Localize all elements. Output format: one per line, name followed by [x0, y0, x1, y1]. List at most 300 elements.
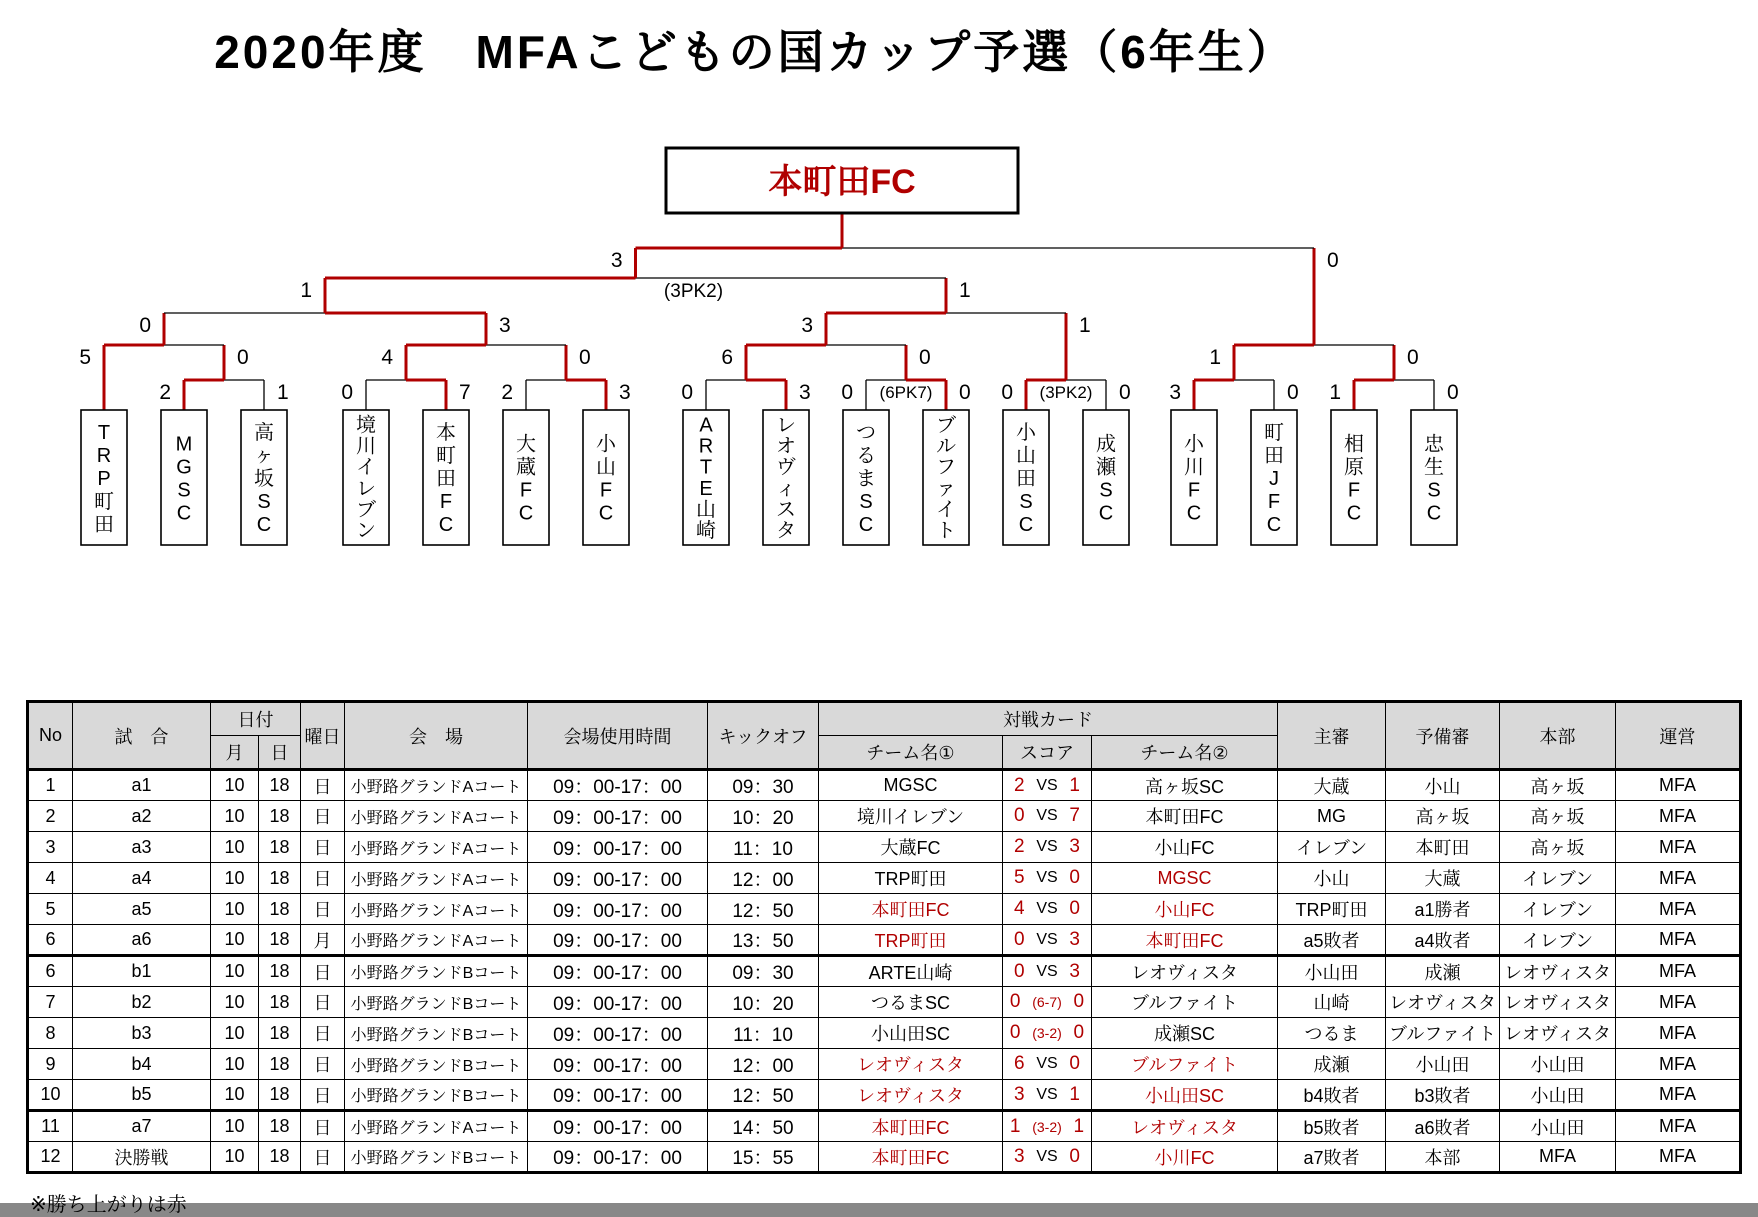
- cell-referee: a5敗者: [1278, 925, 1386, 956]
- score1: 0: [1014, 928, 1025, 950]
- score-left-a7: 1: [300, 279, 312, 302]
- cell-ops: MFA: [1616, 1142, 1741, 1173]
- cell-score: [1003, 1049, 1092, 1080]
- score-right-b3: 0: [1119, 381, 1131, 404]
- cell-day: 18: [259, 925, 301, 956]
- cell-match: a2: [73, 801, 211, 832]
- match-schedule-table: [26, 700, 1742, 1174]
- cell-score: [1003, 987, 1092, 1018]
- cell-month: 10: [211, 987, 259, 1018]
- cell-team1: つるまSC: [819, 987, 1003, 1018]
- cell-referee: 成瀬: [1278, 1049, 1386, 1080]
- score1: 6: [1014, 1053, 1025, 1074]
- cell-no: 6: [28, 956, 73, 987]
- cell-month: 10: [211, 894, 259, 925]
- cell-reserve: レオヴィスタ: [1386, 987, 1500, 1018]
- cell-venue: 小野路グランドBコート: [345, 987, 528, 1018]
- team-name-char: イ: [356, 456, 376, 479]
- table-row-b5: [28, 1080, 1741, 1111]
- cell-team1: 大蔵FC: [819, 832, 1003, 863]
- col-dow: 曜日: [301, 702, 345, 770]
- cell-team2: レオヴィスタ: [1092, 1111, 1278, 1142]
- cell-venue: 小野路グランドBコート: [345, 1049, 528, 1080]
- cell-month: 10: [211, 770, 259, 801]
- score1: 0: [1014, 805, 1025, 826]
- team-name-char: 山: [696, 499, 716, 522]
- cell-day: 18: [259, 894, 301, 925]
- team-name-char: P: [97, 467, 111, 490]
- team-name-char: S: [859, 490, 873, 513]
- cell-venue-time: 09：00-17：00: [528, 1111, 708, 1142]
- cell-dow: 日: [301, 1018, 345, 1049]
- score1: 0: [1014, 960, 1025, 982]
- col-team2: チーム名②: [1092, 736, 1278, 770]
- cell-kickoff: 11：10: [708, 1018, 819, 1049]
- team-name-char: F: [1347, 479, 1361, 502]
- pk-note-b3: (3PK2): [1039, 383, 1093, 402]
- cell-no: 3: [28, 832, 73, 863]
- cell-match: b1: [73, 956, 211, 987]
- team-name-char: ブ: [356, 499, 376, 522]
- cell-team2: 小山FC: [1092, 894, 1278, 925]
- cell-team1: 本町田FC: [819, 1142, 1003, 1173]
- col-team1: チーム名①: [819, 736, 1003, 770]
- score2: 7: [1069, 805, 1080, 826]
- cell-team2: MGSC: [1092, 863, 1278, 894]
- cell-dow: 日: [301, 1142, 345, 1173]
- team-name-char: R: [96, 444, 112, 467]
- table-row-b2: [28, 987, 1741, 1018]
- cell-dow: 日: [301, 832, 345, 863]
- col-month: 月: [211, 736, 259, 770]
- cell-hq: レオヴィスタ: [1500, 1018, 1616, 1049]
- cell-hq: 高ヶ坂: [1500, 801, 1616, 832]
- team-name-char: ヴ: [776, 456, 796, 479]
- score1: 5: [1014, 867, 1025, 888]
- team-name-char: C: [1186, 502, 1202, 525]
- score-right-a4: 0: [237, 346, 249, 369]
- cell-venue-time: 09：00-17：00: [528, 894, 708, 925]
- team-name-char: S: [1427, 479, 1441, 502]
- cell-month: 10: [211, 1142, 259, 1173]
- team-name-char: S: [257, 490, 271, 513]
- cell-team1: TRP町田: [819, 863, 1003, 894]
- score1: 3: [1014, 1145, 1025, 1167]
- team-name-char: 小: [1184, 433, 1204, 456]
- team-name-char: T: [97, 421, 111, 444]
- col-day: 日: [259, 736, 301, 770]
- team-name-char: ヶ: [254, 444, 274, 467]
- table-row-b4: [28, 1049, 1741, 1080]
- team-name-char: F: [599, 479, 613, 502]
- team-name-char: ン: [356, 520, 376, 543]
- team-name-char: ァ: [936, 477, 956, 500]
- team-name-char: S: [177, 479, 191, 502]
- score2: 0: [1069, 867, 1080, 888]
- score1: 2: [1014, 836, 1025, 857]
- cell-no: 12: [28, 1142, 73, 1173]
- cell-dow: 日: [301, 894, 345, 925]
- cell-day: 18: [259, 1080, 301, 1111]
- cell-ops: MFA: [1616, 956, 1741, 987]
- cell-kickoff: 10：20: [708, 987, 819, 1018]
- cell-kickoff: 12：50: [708, 1080, 819, 1111]
- score-left-b2: 0: [841, 381, 853, 404]
- team-name-char: ス: [776, 499, 796, 522]
- score-left-c1: 3: [1169, 381, 1181, 404]
- score2: 1: [1069, 774, 1080, 796]
- score-left-final: 3: [610, 249, 623, 272]
- cell-score: [1003, 1018, 1092, 1049]
- cell-venue-time: 09：00-17：00: [528, 832, 708, 863]
- score-wrap: [1003, 1146, 1091, 1168]
- col-score: スコア: [1003, 736, 1092, 770]
- cell-day: 18: [259, 832, 301, 863]
- score2: 0: [1069, 1145, 1080, 1167]
- team-name-char: 原: [1344, 456, 1364, 479]
- col-reserve: 予備審: [1386, 702, 1500, 770]
- score-wrap: [1003, 775, 1091, 797]
- score-left-a3: 2: [501, 381, 513, 404]
- score1: 2: [1014, 774, 1025, 796]
- score-mid: (3-2): [1032, 1025, 1062, 1041]
- cell-team1: 境川イレブン: [819, 801, 1003, 832]
- cell-match: b3: [73, 1018, 211, 1049]
- team-name-char: 蔵: [516, 456, 536, 479]
- team-name-char: 成: [1096, 433, 1116, 456]
- cell-no: 11: [28, 1111, 73, 1142]
- cell-match: b2: [73, 987, 211, 1018]
- cell-kickoff: 14：50: [708, 1111, 819, 1142]
- score1: 3: [1014, 1083, 1025, 1105]
- score1: 0: [1009, 991, 1021, 1012]
- team-name-char: C: [256, 513, 272, 536]
- cell-reserve: 小山田: [1386, 1049, 1500, 1080]
- team-name-char: 瀬: [1096, 456, 1116, 479]
- cell-team2: 本町田FC: [1092, 801, 1278, 832]
- page-title: 2020年度 MFAこどもの国カップ予選（6年生）: [214, 26, 1296, 78]
- score-right-c1: 0: [1287, 381, 1299, 404]
- cell-venue-time: 09：00-17：00: [528, 801, 708, 832]
- cell-team2: 成瀬SC: [1092, 1018, 1278, 1049]
- cell-kickoff: 09：30: [708, 770, 819, 801]
- team-name-char: F: [1187, 479, 1201, 502]
- team-name-char: 町: [436, 444, 456, 467]
- team-name-char: 町: [1264, 421, 1284, 444]
- score-mid: VS: [1036, 869, 1058, 886]
- pk-note-b2: (6PK7): [879, 383, 933, 402]
- cell-team2: 本町田FC: [1092, 925, 1278, 956]
- team-name-char: タ: [776, 520, 796, 543]
- score-mid: VS: [1036, 962, 1058, 980]
- table-row-b3: [28, 1018, 1741, 1049]
- cell-score: [1003, 863, 1092, 894]
- team-name-char: C: [1346, 502, 1362, 525]
- score2: 3: [1069, 836, 1080, 857]
- team-name-char: ト: [936, 520, 956, 543]
- score-wrap: [1003, 898, 1091, 920]
- cell-score: [1003, 1142, 1092, 1173]
- team-name-char: 小: [596, 433, 616, 456]
- col-date: 日付: [211, 702, 301, 736]
- cell-day: 18: [259, 1142, 301, 1173]
- team-name-char: T: [699, 456, 713, 479]
- cell-team2: 小山FC: [1092, 832, 1278, 863]
- cell-no: 10: [28, 1080, 73, 1111]
- cell-venue: 小野路グランドBコート: [345, 956, 528, 987]
- cell-hq: 小山田: [1500, 1111, 1616, 1142]
- score-mid: (6-7): [1032, 994, 1062, 1010]
- cell-referee: 大蔵: [1278, 770, 1386, 801]
- cell-reserve: a6敗者: [1386, 1111, 1500, 1142]
- team-name-char: 生: [1424, 456, 1444, 479]
- col-venue: 会 場: [345, 702, 528, 770]
- cell-ops: MFA: [1616, 894, 1741, 925]
- cell-no: 4: [28, 863, 73, 894]
- col-no: No: [28, 702, 73, 770]
- cell-team1: TRP町田: [819, 925, 1003, 956]
- cell-month: 10: [211, 956, 259, 987]
- cell-referee: 小山田: [1278, 956, 1386, 987]
- cell-team1: MGSC: [819, 770, 1003, 801]
- team-name-char: 田: [94, 513, 114, 536]
- table-row-a3: [28, 832, 1741, 863]
- cell-reserve: ブルファイト: [1386, 1018, 1500, 1049]
- cell-month: 10: [211, 1018, 259, 1049]
- cell-ops: MFA: [1616, 1111, 1741, 1142]
- score-mid: (3-2): [1032, 1118, 1062, 1135]
- cell-venue: 小野路グランドAコート: [345, 863, 528, 894]
- score-right-a2: 7: [459, 381, 471, 404]
- cell-venue-time: 09：00-17：00: [528, 1018, 708, 1049]
- score1: 0: [1009, 1022, 1021, 1043]
- cell-day: 18: [259, 1018, 301, 1049]
- cell-no: 7: [28, 987, 73, 1018]
- cell-reserve: 本町田: [1386, 832, 1500, 863]
- team-name-char: 田: [1264, 444, 1284, 467]
- team-name-char: F: [519, 479, 533, 502]
- team-name-char: 境: [356, 414, 376, 437]
- score-left-a5: 4: [381, 346, 393, 369]
- cell-day: 18: [259, 956, 301, 987]
- champion-name: 本町田FC: [768, 163, 916, 201]
- team-name-char: R: [698, 435, 714, 458]
- cell-referee: つるま: [1278, 1018, 1386, 1049]
- cell-reserve: a4敗者: [1386, 925, 1500, 956]
- col-card: 対戦カード: [819, 702, 1278, 736]
- table-row-a6: [28, 925, 1741, 956]
- team-name-char: J: [1269, 467, 1279, 490]
- score2: 0: [1073, 991, 1085, 1012]
- cell-venue-time: 09：00-17：00: [528, 770, 708, 801]
- cell-score: [1003, 770, 1092, 801]
- score-left-b1: 0: [681, 381, 693, 404]
- col-ops: 運営: [1616, 702, 1741, 770]
- cell-match: b4: [73, 1049, 211, 1080]
- cell-dow: 日: [301, 863, 345, 894]
- score-mid: VS: [1036, 1085, 1058, 1103]
- cell-hq: イレブン: [1500, 863, 1616, 894]
- cell-no: 1: [28, 770, 73, 801]
- team-name-char: C: [1098, 502, 1114, 525]
- cell-month: 10: [211, 832, 259, 863]
- score-mid: VS: [1036, 838, 1058, 855]
- cell-ops: MFA: [1616, 1018, 1741, 1049]
- cell-day: 18: [259, 1111, 301, 1142]
- team-name-char: E: [699, 477, 713, 500]
- score2: 0: [1073, 1022, 1085, 1043]
- team-name-char: ル: [936, 435, 956, 458]
- cell-ops: MFA: [1616, 801, 1741, 832]
- team-name-char: 忠: [1424, 433, 1444, 456]
- cell-team2: 高ヶ坂SC: [1092, 770, 1278, 801]
- cell-venue-time: 09：00-17：00: [528, 956, 708, 987]
- score-right-final: 0: [1327, 249, 1339, 272]
- score-wrap: [1003, 929, 1091, 951]
- score-right-b2: 0: [959, 381, 971, 404]
- score-right-b4: 0: [919, 346, 931, 369]
- cell-match: a1: [73, 770, 211, 801]
- cell-hq: イレブン: [1500, 894, 1616, 925]
- score2: 1: [1069, 1083, 1080, 1105]
- score-wrap: [1003, 991, 1091, 1013]
- table-row-a1: [28, 770, 1741, 801]
- cell-venue: 小野路グランドBコート: [345, 1018, 528, 1049]
- score-right-a1: 1: [277, 381, 289, 404]
- score1: 1: [1009, 1115, 1021, 1137]
- score-mid: VS: [1036, 776, 1058, 794]
- cell-dow: 日: [301, 801, 345, 832]
- cell-day: 18: [259, 987, 301, 1018]
- team-name-char: レ: [776, 414, 796, 437]
- cell-referee: b4敗者: [1278, 1080, 1386, 1111]
- team-name-char: S: [1099, 479, 1113, 502]
- cell-no: 9: [28, 1049, 73, 1080]
- score-wrap: [1003, 1084, 1091, 1106]
- cell-reserve: a1勝者: [1386, 894, 1500, 925]
- team-name-char: 川: [1184, 456, 1204, 479]
- cell-month: 10: [211, 801, 259, 832]
- team-name-char: 高: [254, 421, 274, 444]
- cell-score: [1003, 956, 1092, 987]
- cell-month: 10: [211, 863, 259, 894]
- cell-ops: MFA: [1616, 832, 1741, 863]
- cell-score: [1003, 925, 1092, 956]
- cell-match: a7: [73, 1111, 211, 1142]
- score-right-c2: 0: [1447, 381, 1459, 404]
- cell-ops: MFA: [1616, 1080, 1741, 1111]
- team-name-char: 本: [436, 421, 456, 444]
- score2: 1: [1073, 1115, 1085, 1137]
- cell-venue-time: 09：00-17：00: [528, 925, 708, 956]
- score-right-b5: 1: [1079, 314, 1091, 337]
- cell-match: b5: [73, 1080, 211, 1111]
- cell-kickoff: 12：00: [708, 1049, 819, 1080]
- cell-kickoff: 09：30: [708, 956, 819, 987]
- cell-venue-time: 09：00-17：00: [528, 987, 708, 1018]
- col-referee: 主審: [1278, 702, 1386, 770]
- score-left-a1: 2: [159, 381, 171, 404]
- cell-reserve: 高ヶ坂: [1386, 801, 1500, 832]
- score-mid: VS: [1036, 807, 1058, 824]
- team-name-char: 相: [1344, 433, 1364, 456]
- team-name-char: ま: [856, 467, 876, 490]
- cell-kickoff: 11：10: [708, 832, 819, 863]
- cell-score: [1003, 1080, 1092, 1111]
- cell-hq: レオヴィスタ: [1500, 956, 1616, 987]
- cell-kickoff: 12：50: [708, 894, 819, 925]
- cell-venue: 小野路グランドBコート: [345, 1080, 528, 1111]
- score-right-a7: 1: [959, 279, 971, 302]
- cell-hq: 小山田: [1500, 1049, 1616, 1080]
- team-name-char: ブ: [936, 414, 956, 437]
- cell-team2: レオヴィスタ: [1092, 956, 1278, 987]
- team-name-char: オ: [776, 435, 796, 458]
- cell-score: [1003, 894, 1092, 925]
- cell-referee: b5敗者: [1278, 1111, 1386, 1142]
- score-wrap: [1003, 1053, 1091, 1075]
- table-row-a7: [28, 1111, 1741, 1142]
- team-name-char: A: [699, 414, 713, 437]
- cell-month: 10: [211, 1111, 259, 1142]
- cell-dow: 日: [301, 987, 345, 1018]
- team-name-char: つ: [856, 421, 876, 444]
- score-left-cf: 1: [1209, 346, 1221, 369]
- cell-team2: 小川FC: [1092, 1142, 1278, 1173]
- team-name-char: C: [858, 513, 874, 536]
- cell-hq: 高ヶ坂: [1500, 832, 1616, 863]
- team-name-char: C: [438, 513, 454, 536]
- cell-ops: MFA: [1616, 1049, 1741, 1080]
- cell-venue-time: 09：00-17：00: [528, 1049, 708, 1080]
- score-wrap: [1003, 867, 1091, 889]
- cell-hq: 小山田: [1500, 1080, 1616, 1111]
- cell-dow: 日: [301, 1080, 345, 1111]
- team-name-char: M: [175, 433, 193, 456]
- cell-no: 5: [28, 894, 73, 925]
- cell-kickoff: 13：50: [708, 925, 819, 956]
- col-hq: 本部: [1500, 702, 1616, 770]
- score-right-a6: 3: [499, 314, 511, 337]
- team-name-char: C: [1018, 513, 1034, 536]
- pk-note-a7: (3PK2): [663, 281, 724, 302]
- score-wrap: [1003, 805, 1091, 827]
- team-name-char: る: [856, 444, 876, 467]
- team-name-char: 山: [1016, 444, 1036, 467]
- cell-dow: 月: [301, 925, 345, 956]
- cell-match: a5: [73, 894, 211, 925]
- cell-venue: 小野路グランドAコート: [345, 770, 528, 801]
- cell-venue: 小野路グランドAコート: [345, 1111, 528, 1142]
- score-mid: VS: [1036, 1055, 1058, 1072]
- cell-no: 8: [28, 1018, 73, 1049]
- cell-hq: イレブン: [1500, 925, 1616, 956]
- cell-venue: 小野路グランドAコート: [345, 832, 528, 863]
- score-right-b1: 3: [799, 381, 811, 404]
- team-name-char: 山: [596, 456, 616, 479]
- cell-hq: MFA: [1500, 1142, 1616, 1173]
- team-name-char: C: [518, 502, 534, 525]
- table-header: [28, 702, 1741, 770]
- score-wrap: [1003, 961, 1091, 983]
- cell-ops: MFA: [1616, 863, 1741, 894]
- cell-dow: 日: [301, 770, 345, 801]
- score2: 0: [1069, 1053, 1080, 1074]
- team-name-char: 町: [94, 490, 114, 513]
- cell-kickoff: 10：20: [708, 801, 819, 832]
- cell-dow: 日: [301, 1111, 345, 1142]
- cell-match: a4: [73, 863, 211, 894]
